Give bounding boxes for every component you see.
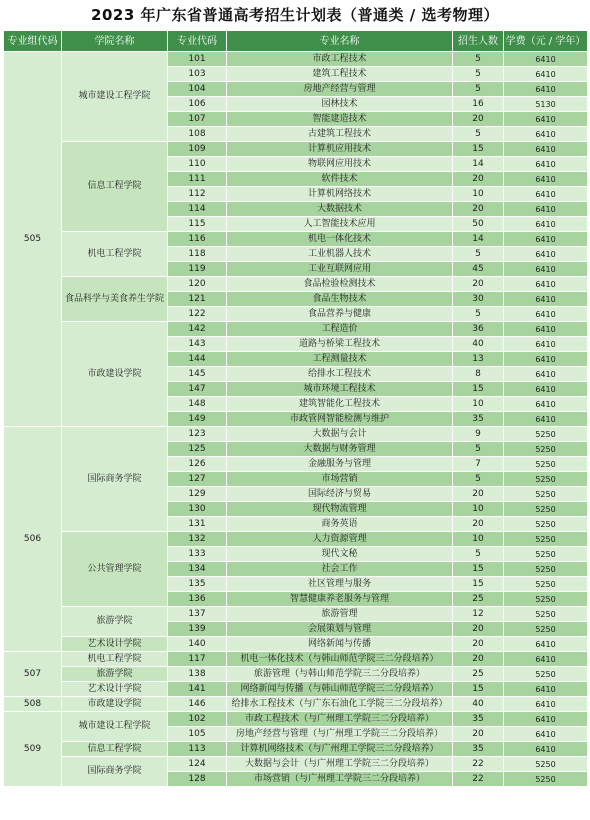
major-name-cell: 社区管理与服务 xyxy=(227,577,453,592)
major-name-cell: 工业机器人技术 xyxy=(227,247,453,262)
major-code-cell: 146 xyxy=(168,697,227,712)
major-code-cell: 109 xyxy=(168,142,227,157)
quota-cell: 20 xyxy=(453,637,504,652)
major-name-cell: 食品生物技术 xyxy=(227,292,453,307)
header-major-code: 专业代码 xyxy=(168,31,227,52)
fee-cell: 6410 xyxy=(504,157,588,172)
major-name-cell: 机电一体化技术 xyxy=(227,232,453,247)
major-name-cell: 市场营销 xyxy=(227,472,453,487)
major-name-cell: 房地产经营与管理（与广州理工学院三二分段培养） xyxy=(227,727,453,742)
fee-cell: 6410 xyxy=(504,292,588,307)
fee-cell: 5130 xyxy=(504,97,588,112)
major-code-cell: 115 xyxy=(168,217,227,232)
quota-cell: 16 xyxy=(453,97,504,112)
major-code-cell: 144 xyxy=(168,352,227,367)
college-name-cell: 机电工程学院 xyxy=(62,652,168,667)
major-name-cell: 现代物流管理 xyxy=(227,502,453,517)
major-code-cell: 110 xyxy=(168,157,227,172)
major-code-cell: 141 xyxy=(168,682,227,697)
major-name-cell: 给排水工程技术 xyxy=(227,367,453,382)
major-code-cell: 134 xyxy=(168,562,227,577)
quota-cell: 15 xyxy=(453,577,504,592)
group-code-cell: 507 xyxy=(4,652,62,697)
major-code-cell: 119 xyxy=(168,262,227,277)
table-row xyxy=(4,607,588,622)
fee-cell: 6410 xyxy=(504,697,588,712)
major-code-cell: 112 xyxy=(168,187,227,202)
major-name-cell: 会展策划与管理 xyxy=(227,622,453,637)
quota-cell: 12 xyxy=(453,607,504,622)
major-code-cell: 118 xyxy=(168,247,227,262)
fee-cell: 5250 xyxy=(504,532,588,547)
table-row xyxy=(4,142,588,157)
major-name-cell: 现代文秘 xyxy=(227,547,453,562)
fee-cell: 6410 xyxy=(504,172,588,187)
fee-cell: 5250 xyxy=(504,667,588,682)
fee-cell: 5250 xyxy=(504,427,588,442)
college-name-cell: 市政建设学院 xyxy=(62,697,168,712)
quota-cell: 20 xyxy=(453,652,504,667)
major-name-cell: 市政工程技术（与广州理工学院三二分段培养） xyxy=(227,712,453,727)
quota-cell: 35 xyxy=(453,742,504,757)
major-name-cell: 旅游管理（与韩山师范学院三二分段培养） xyxy=(227,667,453,682)
fee-cell: 6410 xyxy=(504,727,588,742)
fee-cell: 5250 xyxy=(504,757,588,772)
fee-cell: 6410 xyxy=(504,352,588,367)
quota-cell: 5 xyxy=(453,472,504,487)
major-name-cell: 人工智能技术应用 xyxy=(227,217,453,232)
admission-plan-table xyxy=(3,30,588,787)
major-code-cell: 127 xyxy=(168,472,227,487)
college-name-cell: 旅游学院 xyxy=(62,607,168,637)
quota-cell: 5 xyxy=(453,442,504,457)
header-major-name: 专业名称 xyxy=(227,31,453,52)
fee-cell: 6410 xyxy=(504,82,588,97)
college-name-cell: 信息工程学院 xyxy=(62,742,168,757)
fee-cell: 6410 xyxy=(504,142,588,157)
table-row xyxy=(4,697,588,712)
page-title: 2023 年广东省普通高考招生计划表（普通类 / 选考物理） xyxy=(91,6,499,24)
quota-cell: 5 xyxy=(453,307,504,322)
college-name-cell: 市政建设学院 xyxy=(62,322,168,427)
fee-cell: 6410 xyxy=(504,52,588,67)
quota-cell: 10 xyxy=(453,532,504,547)
quota-cell: 14 xyxy=(453,232,504,247)
major-name-cell: 市场营销（与广州理工学院三二分段培养） xyxy=(227,772,453,787)
fee-cell: 6410 xyxy=(504,277,588,292)
fee-cell: 5250 xyxy=(504,487,588,502)
quota-cell: 20 xyxy=(453,622,504,637)
major-name-cell: 道路与桥梁工程技术 xyxy=(227,337,453,352)
major-code-cell: 120 xyxy=(168,277,227,292)
major-name-cell: 计算机应用技术 xyxy=(227,142,453,157)
table-row xyxy=(4,322,588,337)
major-name-cell: 建筑工程技术 xyxy=(227,67,453,82)
quota-cell: 20 xyxy=(453,277,504,292)
table-row xyxy=(4,682,588,697)
quota-cell: 40 xyxy=(453,337,504,352)
major-code-cell: 114 xyxy=(168,202,227,217)
major-name-cell: 国际经济与贸易 xyxy=(227,487,453,502)
quota-cell: 5 xyxy=(453,67,504,82)
major-name-cell: 建筑智能化工程技术 xyxy=(227,397,453,412)
major-name-cell: 机电一体化技术（与韩山师范学院三二分段培养） xyxy=(227,652,453,667)
major-name-cell: 商务英语 xyxy=(227,517,453,532)
major-code-cell: 143 xyxy=(168,337,227,352)
table-row xyxy=(4,667,588,682)
major-code-cell: 142 xyxy=(168,322,227,337)
fee-cell: 6410 xyxy=(504,742,588,757)
quota-cell: 35 xyxy=(453,412,504,427)
quota-cell: 7 xyxy=(453,457,504,472)
major-code-cell: 106 xyxy=(168,97,227,112)
major-code-cell: 103 xyxy=(168,67,227,82)
major-name-cell: 工程造价 xyxy=(227,322,453,337)
quota-cell: 14 xyxy=(453,157,504,172)
table-body xyxy=(4,52,588,787)
major-code-cell: 124 xyxy=(168,757,227,772)
fee-cell: 5250 xyxy=(504,442,588,457)
group-code-cell: 508 xyxy=(4,697,62,712)
header-row xyxy=(4,31,588,52)
quota-cell: 30 xyxy=(453,292,504,307)
fee-cell: 6410 xyxy=(504,112,588,127)
fee-cell: 5250 xyxy=(504,517,588,532)
fee-cell: 5250 xyxy=(504,622,588,637)
quota-cell: 45 xyxy=(453,262,504,277)
major-code-cell: 105 xyxy=(168,727,227,742)
major-name-cell: 旅游管理 xyxy=(227,607,453,622)
major-name-cell: 软件技术 xyxy=(227,172,453,187)
major-code-cell: 145 xyxy=(168,367,227,382)
major-code-cell: 139 xyxy=(168,622,227,637)
table-row xyxy=(4,52,588,67)
quota-cell: 15 xyxy=(453,142,504,157)
major-code-cell: 129 xyxy=(168,487,227,502)
fee-cell: 5250 xyxy=(504,592,588,607)
fee-cell: 5250 xyxy=(504,577,588,592)
quota-cell: 5 xyxy=(453,547,504,562)
quota-cell: 22 xyxy=(453,772,504,787)
fee-cell: 6410 xyxy=(504,307,588,322)
major-code-cell: 113 xyxy=(168,742,227,757)
quota-cell: 5 xyxy=(453,52,504,67)
fee-cell: 6410 xyxy=(504,127,588,142)
major-name-cell: 食品检验检测技术 xyxy=(227,277,453,292)
header-fee: 学费（元 / 学年） xyxy=(504,31,588,52)
major-code-cell: 122 xyxy=(168,307,227,322)
college-name-cell: 信息工程学院 xyxy=(62,142,168,232)
quota-cell: 10 xyxy=(453,187,504,202)
major-name-cell: 智能建造技术 xyxy=(227,112,453,127)
major-code-cell: 128 xyxy=(168,772,227,787)
table-row xyxy=(4,742,588,757)
college-name-cell: 城市建设工程学院 xyxy=(62,52,168,142)
major-name-cell: 食品营养与健康 xyxy=(227,307,453,322)
quota-cell: 40 xyxy=(453,697,504,712)
major-name-cell: 智慧健康养老服务与管理 xyxy=(227,592,453,607)
major-code-cell: 104 xyxy=(168,82,227,97)
major-name-cell: 计算机网络技术（与广州理工学院三二分段培养） xyxy=(227,742,453,757)
quota-cell: 20 xyxy=(453,112,504,127)
fee-cell: 6410 xyxy=(504,637,588,652)
quota-cell: 20 xyxy=(453,202,504,217)
fee-cell: 6410 xyxy=(504,187,588,202)
table-row xyxy=(4,637,588,652)
major-code-cell: 140 xyxy=(168,637,227,652)
fee-cell: 6410 xyxy=(504,232,588,247)
quota-cell: 5 xyxy=(453,127,504,142)
major-code-cell: 116 xyxy=(168,232,227,247)
major-code-cell: 107 xyxy=(168,112,227,127)
fee-cell: 5250 xyxy=(504,472,588,487)
major-code-cell: 125 xyxy=(168,442,227,457)
fee-cell: 6410 xyxy=(504,712,588,727)
major-code-cell: 136 xyxy=(168,592,227,607)
group-code-cell: 509 xyxy=(4,712,62,787)
fee-cell: 6410 xyxy=(504,652,588,667)
quota-cell: 20 xyxy=(453,172,504,187)
fee-cell: 6410 xyxy=(504,337,588,352)
major-code-cell: 148 xyxy=(168,397,227,412)
major-code-cell: 131 xyxy=(168,517,227,532)
quota-cell: 20 xyxy=(453,487,504,502)
quota-cell: 13 xyxy=(453,352,504,367)
major-name-cell: 大数据与财务管理 xyxy=(227,442,453,457)
college-name-cell: 公共管理学院 xyxy=(62,532,168,607)
major-code-cell: 132 xyxy=(168,532,227,547)
fee-cell: 5250 xyxy=(504,772,588,787)
group-code-cell: 506 xyxy=(4,427,62,652)
quota-cell: 20 xyxy=(453,517,504,532)
fee-cell: 6410 xyxy=(504,412,588,427)
major-code-cell: 121 xyxy=(168,292,227,307)
quota-cell: 5 xyxy=(453,247,504,262)
table-row xyxy=(4,757,588,772)
major-name-cell: 社会工作 xyxy=(227,562,453,577)
fee-cell: 6410 xyxy=(504,367,588,382)
fee-cell: 6410 xyxy=(504,322,588,337)
major-code-cell: 111 xyxy=(168,172,227,187)
quota-cell: 15 xyxy=(453,382,504,397)
major-code-cell: 137 xyxy=(168,607,227,622)
major-name-cell: 人力资源管理 xyxy=(227,532,453,547)
major-code-cell: 108 xyxy=(168,127,227,142)
major-name-cell: 金融服务与管理 xyxy=(227,457,453,472)
fee-cell: 6410 xyxy=(504,382,588,397)
fee-cell: 6410 xyxy=(504,682,588,697)
college-name-cell: 食品科学与美食养生学院 xyxy=(62,277,168,322)
table-row xyxy=(4,712,588,727)
major-name-cell: 网络新闻与传播（与韩山师范学院三二分段培养） xyxy=(227,682,453,697)
fee-cell: 6410 xyxy=(504,397,588,412)
major-code-cell: 147 xyxy=(168,382,227,397)
table-row xyxy=(4,232,588,247)
major-code-cell: 149 xyxy=(168,412,227,427)
major-code-cell: 102 xyxy=(168,712,227,727)
fee-cell: 6410 xyxy=(504,67,588,82)
group-code-cell: 505 xyxy=(4,52,62,427)
college-name-cell: 旅游学院 xyxy=(62,667,168,682)
college-name-cell: 机电工程学院 xyxy=(62,232,168,277)
quota-cell: 10 xyxy=(453,502,504,517)
fee-cell: 6410 xyxy=(504,247,588,262)
fee-cell: 5250 xyxy=(504,562,588,577)
fee-cell: 5250 xyxy=(504,502,588,517)
quota-cell: 5 xyxy=(453,82,504,97)
fee-cell: 6410 xyxy=(504,262,588,277)
fee-cell: 6410 xyxy=(504,217,588,232)
college-name-cell: 城市建设工程学院 xyxy=(62,712,168,742)
college-name-cell: 国际商务学院 xyxy=(62,757,168,787)
header-group-code: 专业组代码 xyxy=(4,31,62,52)
major-name-cell: 城市环境工程技术 xyxy=(227,382,453,397)
college-name-cell: 艺术设计学院 xyxy=(62,682,168,697)
quota-cell: 25 xyxy=(453,592,504,607)
quota-cell: 15 xyxy=(453,562,504,577)
major-code-cell: 135 xyxy=(168,577,227,592)
quota-cell: 9 xyxy=(453,427,504,442)
major-name-cell: 给排水工程技术（与广东石油化工学院三二分段培养） xyxy=(227,697,453,712)
major-name-cell: 园林技术 xyxy=(227,97,453,112)
fee-cell: 5250 xyxy=(504,547,588,562)
college-name-cell: 艺术设计学院 xyxy=(62,637,168,652)
major-name-cell: 工程测量技术 xyxy=(227,352,453,367)
major-name-cell: 工业互联网应用 xyxy=(227,262,453,277)
major-code-cell: 101 xyxy=(168,52,227,67)
major-name-cell: 市政工程技术 xyxy=(227,52,453,67)
major-name-cell: 网络新闻与传播 xyxy=(227,637,453,652)
quota-cell: 20 xyxy=(453,727,504,742)
fee-cell: 5250 xyxy=(504,607,588,622)
college-name-cell: 国际商务学院 xyxy=(62,427,168,532)
table-row xyxy=(4,532,588,547)
quota-cell: 35 xyxy=(453,712,504,727)
major-code-cell: 126 xyxy=(168,457,227,472)
table-row xyxy=(4,277,588,292)
header-quota: 招生人数 xyxy=(453,31,504,52)
header-college: 学院名称 xyxy=(62,31,168,52)
quota-cell: 15 xyxy=(453,682,504,697)
quota-cell: 10 xyxy=(453,397,504,412)
major-code-cell: 130 xyxy=(168,502,227,517)
major-name-cell: 物联网应用技术 xyxy=(227,157,453,172)
major-code-cell: 117 xyxy=(168,652,227,667)
major-code-cell: 133 xyxy=(168,547,227,562)
quota-cell: 22 xyxy=(453,757,504,772)
major-name-cell: 大数据与会计（与广州理工学院三二分段培养） xyxy=(227,757,453,772)
quota-cell: 36 xyxy=(453,322,504,337)
major-name-cell: 大数据与会计 xyxy=(227,427,453,442)
quota-cell: 25 xyxy=(453,667,504,682)
major-code-cell: 123 xyxy=(168,427,227,442)
major-code-cell: 138 xyxy=(168,667,227,682)
quota-cell: 50 xyxy=(453,217,504,232)
quota-cell: 8 xyxy=(453,367,504,382)
fee-cell: 5250 xyxy=(504,457,588,472)
table-row xyxy=(4,652,588,667)
fee-cell: 6410 xyxy=(504,202,588,217)
major-name-cell: 计算机网络技术 xyxy=(227,187,453,202)
major-name-cell: 古建筑工程技术 xyxy=(227,127,453,142)
major-name-cell: 市政管网智能检测与维护 xyxy=(227,412,453,427)
major-name-cell: 大数据技术 xyxy=(227,202,453,217)
table-row xyxy=(4,427,588,442)
major-name-cell: 房地产经营与管理 xyxy=(227,82,453,97)
